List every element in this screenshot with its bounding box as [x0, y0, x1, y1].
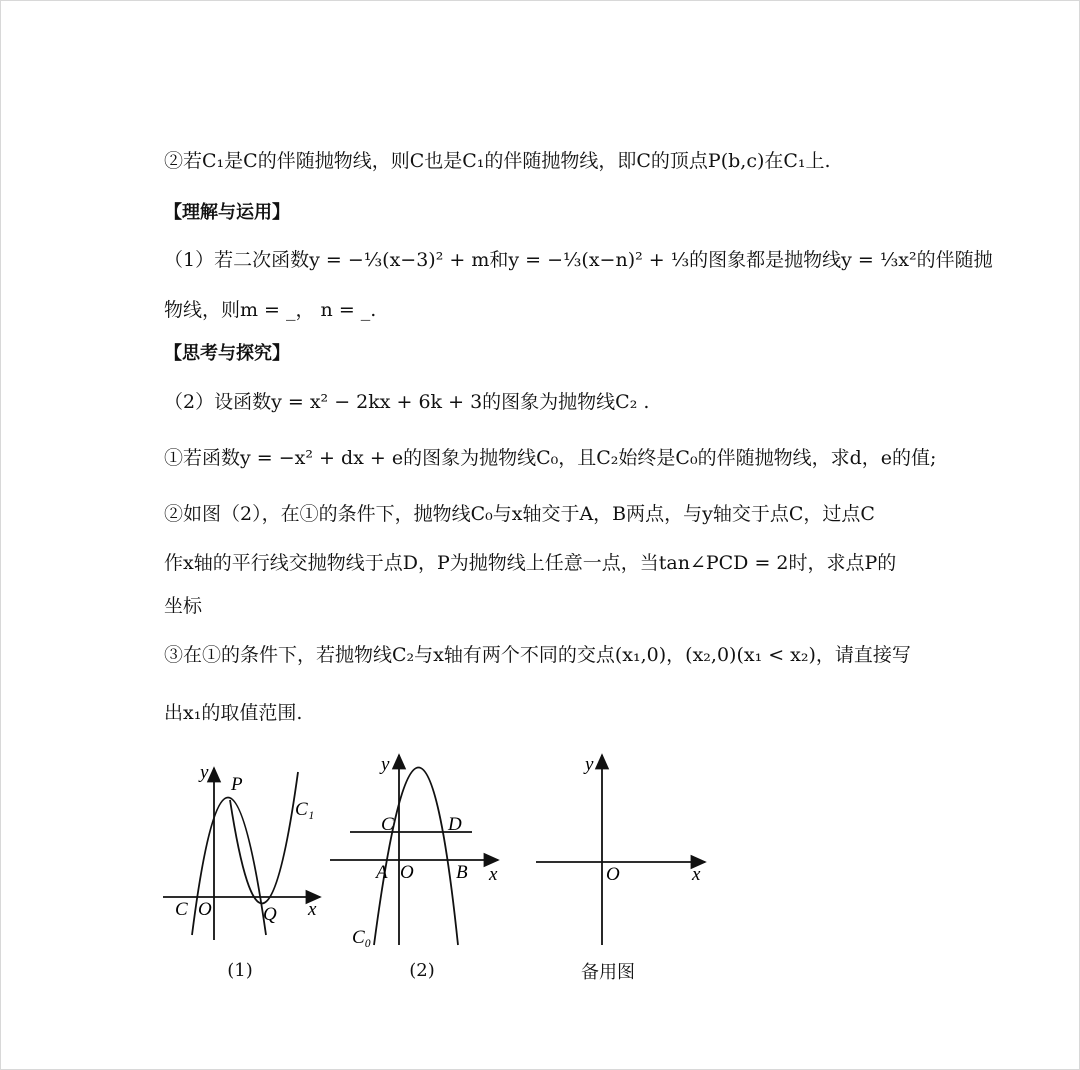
text-line-8: 坐标 [164, 595, 203, 617]
fig1-caption: (1) [227, 960, 253, 981]
fig2-c-label: C [381, 814, 394, 835]
fig2-y-label: y [381, 754, 390, 775]
section-heading-understanding: 【理解与运用】 [164, 202, 290, 223]
fig2-caption: (2) [409, 960, 435, 981]
fig2-b-label: B [456, 862, 468, 883]
figure-2 [325, 745, 505, 955]
text-line-9: ③在①的条件下，若抛物线C₂与x轴有两个不同的交点(x₁,0)，(x₂,0)(x₁ < x₂)，请直接写 [164, 644, 911, 666]
fig2-o-label: O [400, 862, 414, 883]
text-line-3: 物线，则m = _， n = _. [164, 299, 377, 321]
text-line-10: 出x₁的取值范围. [164, 702, 303, 724]
fig3-o-label: O [606, 864, 620, 885]
section-heading-exploration: 【思考与探究】 [164, 343, 290, 364]
text-line-4: （2）设函数y = x² − 2kx + 6k + 3的图象为抛物线C₂ . [164, 391, 650, 413]
parabola-c0 [374, 768, 458, 946]
fig2-x-label: x [489, 864, 498, 885]
fig2-c0-label: C₀ [352, 927, 372, 948]
fig1-c1-label: C₁ [295, 799, 315, 820]
fig1-x-label: x [308, 899, 317, 920]
fig2-a-label: A [376, 862, 388, 883]
text-line-6: ②如图（2），在①的条件下，抛物线C₀与x轴交于A，B两点，与y轴交于点C，过点C [164, 503, 875, 525]
fig1-c-label: C [175, 899, 188, 920]
fig3-y-label: y [585, 754, 594, 775]
figure-3 [530, 745, 710, 955]
text-line-5: ①若函数y = −x² + dx + e的图象为抛物线C₀，且C₂始终是C₀的伴随抛物线，求d，e的值; [164, 447, 937, 469]
text-line-1: ②若C₁是C的伴随抛物线，则C也是C₁的伴随抛物线，即C的顶点P(b,c)在C₁上. [164, 150, 831, 172]
text-line-7: 作x轴的平行线交抛物线于点D，P为抛物线上任意一点，当tan∠PCD = 2时，求点P的 [164, 552, 897, 574]
fig1-y-label: y [200, 762, 209, 783]
fig3-caption: 备用图 [581, 962, 635, 983]
fig3-x-label: x [692, 864, 701, 885]
fig1-p-label: P [231, 774, 243, 795]
fig1-o-label: O [198, 899, 212, 920]
figure-1 [160, 755, 330, 955]
text-line-2: （1）若二次函数y = −⅓(x−3)² + m和y = −⅓(x−n)² + ⅓的图象都是抛物线y = ⅓x²的伴随抛 [164, 249, 993, 271]
fig2-d-label: D [448, 814, 462, 835]
fig1-q-label: Q [263, 904, 277, 925]
